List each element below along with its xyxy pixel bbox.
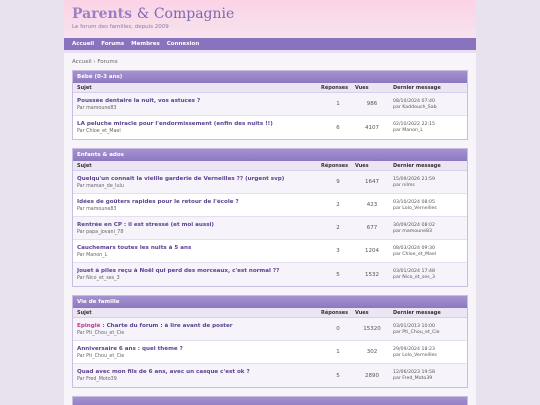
page (64, 0, 476, 405)
topic-replies: 1 (336, 349, 340, 355)
nav-connexion[interactable]: Connexion (166, 41, 200, 47)
breadcrumb[interactable]: Accueil › Forums (72, 59, 118, 65)
topic-author[interactable]: Par Pti_Chou_et_Cie (77, 330, 125, 336)
topic-title[interactable]: Idées de goûters rapides pour le retour de l'école ? (77, 198, 239, 205)
pinned-label: Épinglé : (77, 322, 105, 329)
topic-replies: 3 (336, 248, 340, 254)
topic-views: 986 (366, 101, 378, 107)
topic-title[interactable]: Cauchemars toutes les nuits à 5 ans (77, 244, 192, 251)
col-views: Vues (355, 84, 369, 91)
topic-replies: 5 (336, 372, 340, 379)
site-subtitle: Le forum des familles, depuis 2009 (72, 24, 169, 30)
col-subject: Sujet (77, 84, 92, 91)
topic-title[interactable]: Rentrée en CP : il est stressé (et moi aussi) (77, 221, 214, 228)
topic-title[interactable]: Jouet à piles reçu à Noël qui perd des morceaux, c'est normal ?? (77, 268, 280, 274)
site-header (64, 0, 476, 38)
last-post-date[interactable]: 03/01/2013 10:00 (393, 323, 436, 329)
site-title-amp[interactable]: & Compagnie (136, 6, 235, 22)
col-subject: Sujet (77, 162, 92, 169)
last-post-date[interactable]: 03/01/2024 17:48 (393, 269, 436, 274)
last-post-date[interactable]: 03/10/2024 08:05 (393, 199, 436, 205)
topic-row-pinned (73, 318, 467, 341)
topic-views: 677 (366, 225, 378, 231)
col-last-message: Dernier message (393, 162, 441, 169)
last-post-author[interactable]: par Fred_Moto39 (393, 376, 433, 381)
col-replies: Réponses (321, 309, 349, 316)
topic-views: 1647 (365, 179, 379, 185)
topic-row (73, 240, 467, 263)
topic-title[interactable]: Poussée dentaire la nuit, vos astuces ? (77, 97, 201, 104)
topic-replies: 1 (336, 101, 340, 107)
section-title[interactable] (73, 397, 467, 405)
last-post-date[interactable]: 30/09/2024 08:02 (393, 222, 436, 228)
topic-title[interactable]: Anniversaire 6 ans : quel thème ? (77, 345, 183, 352)
topic-author[interactable]: Par papa_jovani_78 (77, 229, 124, 235)
topic-replies: 0 (336, 326, 340, 332)
last-post-date[interactable]: 29/09/2024 18:23 (393, 346, 436, 352)
topic-row (73, 171, 467, 194)
last-post-author[interactable]: par Kaddouch_Sab (393, 104, 437, 110)
last-post-date[interactable]: 08/03/2024 09:30 (393, 245, 436, 251)
topic-row (73, 93, 467, 116)
last-post-date[interactable]: 15/09/2026 23:59 (393, 176, 436, 182)
topic-author[interactable]: Par Manon_L (77, 252, 108, 258)
topic-row (73, 194, 467, 217)
topic-title[interactable]: LA peluche miracle pour l'endormissement (enfin des nuits !!) (77, 121, 273, 127)
site-title[interactable] (72, 6, 468, 22)
last-post-date[interactable]: 08/10/2024 07:40 (393, 98, 436, 104)
last-post-author[interactable]: par Nico_et_ses_3 (393, 275, 436, 280)
topic-views: 302 (366, 349, 378, 355)
last-post-author[interactable]: par nilms (393, 182, 415, 188)
last-post-author[interactable]: par Chloe_et_Mael (393, 251, 437, 257)
column-header (73, 161, 467, 171)
topic-row (73, 263, 467, 286)
last-post-author[interactable]: par mamoune83 (393, 228, 432, 234)
topic-author[interactable]: Par mamoune83 (77, 105, 117, 111)
topic-author[interactable]: Par Pti_Chou_et_Cie (77, 353, 125, 359)
nav-accueil[interactable]: Accueil (72, 41, 95, 47)
col-replies: Réponses (321, 84, 349, 91)
topic-row (73, 217, 467, 240)
topic-views: 15320 (363, 326, 381, 332)
topic-author[interactable]: Par maman_de_lulu (77, 183, 124, 189)
topic-replies: 2 (336, 225, 340, 231)
topic-author[interactable]: Par Fred_Moto39 (77, 377, 117, 382)
topic-views: 1204 (365, 248, 379, 254)
nav-membres[interactable]: Membres (131, 41, 160, 47)
topic-replies: 9 (336, 179, 340, 185)
col-last-message: Dernier message (393, 84, 441, 91)
last-post-author[interactable]: par Lolo_Verneilles (393, 352, 437, 358)
col-views: Vues (355, 162, 369, 169)
topic-title[interactable]: Quelqu'un connaît la vieille garderie de Verneilles ?? (urgent svp) (77, 175, 285, 182)
col-replies: Réponses (321, 162, 349, 169)
section-title[interactable]: Enfants & ados (73, 149, 467, 161)
forum-section-enfants-ados (72, 148, 468, 287)
col-subject: Sujet (77, 309, 92, 316)
topic-replies: 6 (336, 124, 340, 131)
topic-title-text[interactable]: Charte du forum : à lire avant de poster (104, 322, 233, 329)
forum-section-next (72, 396, 468, 405)
topic-author[interactable]: Par Chloe_et_Mael (77, 129, 121, 134)
col-views: Vues (355, 309, 369, 316)
topic-row (73, 364, 467, 387)
site-title-main[interactable]: Parents (72, 6, 133, 22)
last-post-author[interactable]: par Pti_Chou_et_Cie (393, 329, 440, 335)
column-header (73, 83, 467, 93)
topic-row (73, 341, 467, 364)
section-title[interactable]: Vie de famille (73, 296, 467, 308)
last-post-author[interactable]: par Lolo_Verneilles (393, 205, 437, 211)
col-last-message: Dernier message (393, 309, 441, 316)
last-post-date[interactable]: 12/06/2023 19:58 (393, 370, 436, 375)
topic-row (73, 116, 467, 139)
topic-views: 2890 (365, 372, 379, 379)
last-post-date[interactable]: 02/10/2022 22:15 (393, 122, 436, 127)
forum-section-bebe (72, 70, 468, 140)
topic-title[interactable]: Quad avec mon fils de 6 ans, avec un casque c'est ok ? (77, 369, 250, 375)
topic-title[interactable] (77, 323, 321, 329)
last-post-author[interactable]: par Manon_L (393, 128, 423, 133)
topic-views: 1532 (365, 271, 379, 278)
topic-author[interactable]: Par Nico_et_ses_3 (77, 276, 120, 281)
topic-author[interactable]: Par mamoune83 (77, 206, 117, 212)
topic-replies: 2 (336, 202, 340, 208)
nav-forums[interactable]: Forums (101, 41, 125, 47)
topic-replies: 5 (336, 271, 340, 278)
topic-views: 423 (366, 202, 378, 208)
column-header (73, 308, 467, 318)
topic-views: 4107 (365, 124, 379, 131)
section-title[interactable]: Bébé (0-3 ans) (73, 71, 467, 83)
main-nav (64, 38, 476, 50)
forum-section-vie-de-famille (72, 295, 468, 388)
